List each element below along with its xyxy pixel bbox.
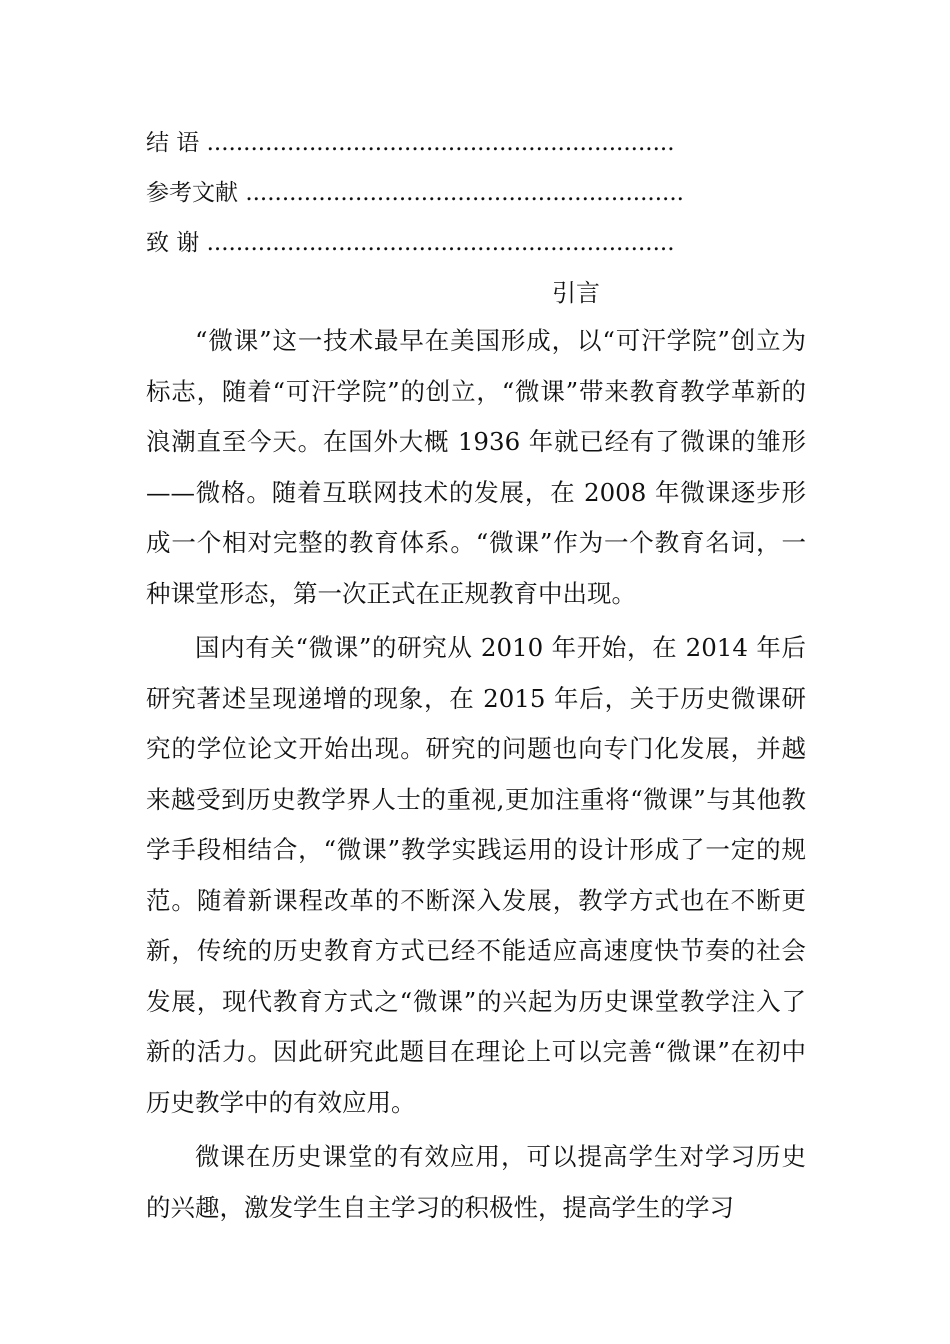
- toc-leader: ............................................................: [245, 180, 684, 206]
- toc-entry-conclusion[interactable]: [146, 118, 684, 168]
- toc-label: 参考文献: [146, 180, 238, 206]
- toc-label: 结 语: [146, 130, 200, 156]
- table-of-contents: [146, 118, 684, 268]
- section-title-introduction: 引言: [552, 279, 600, 307]
- paragraph: 国内有关“微课”的研究从 2010 年开始，在 2014 年后研究著述呈现递增的现象，在 2015 年后，关于历史微课研究的学位论文开始出现。研究的问题也向专门化发展，并越来越受到历史教学界人士的重视,更加注重将“微课”与其他教学手段相结合，“微课”教学实践运用的设计形成了一定的规范。随着新课程改革的不断深入发展，教学方式也在不断更新，传统的历史教育方式已经不能适应高速度快节奏的社会发展，现代教育方式之“微课”的兴起为历史课堂教学注入了新的活力。因此研究此题目在理论上可以完善“微课”在初中历史教学中的有效应用。: [146, 633, 806, 1117]
- paragraph: “微课”这一技术最早在美国形成，以“可汗学院”创立为标志，随着“可汗学院”的创立，“微课”带来教育教学革新的浪潮直至今天。在国外大概 1936 年就已经有了微课的雏形——微格。随着互联网技术的发展，在 2008 年微课逐步形成一个相对完整的教育体系。“微课”作为一个教育名词，一种课堂形态，第一次正式在正规教育中出现。: [146, 326, 806, 608]
- toc-label: 致 谢: [146, 230, 200, 256]
- toc-entry-acknowledgements[interactable]: [146, 218, 684, 268]
- paragraph: 微课在历史课堂的有效应用，可以提高学生对学习历史的兴趣，激发学生自主学习的积极性，提高学生的学习: [146, 1142, 806, 1222]
- toc-entry-references[interactable]: [146, 168, 684, 218]
- toc-leader: ................................................................: [206, 230, 675, 256]
- introduction-body: [146, 316, 806, 1233]
- toc-leader: ................................................................: [206, 130, 675, 156]
